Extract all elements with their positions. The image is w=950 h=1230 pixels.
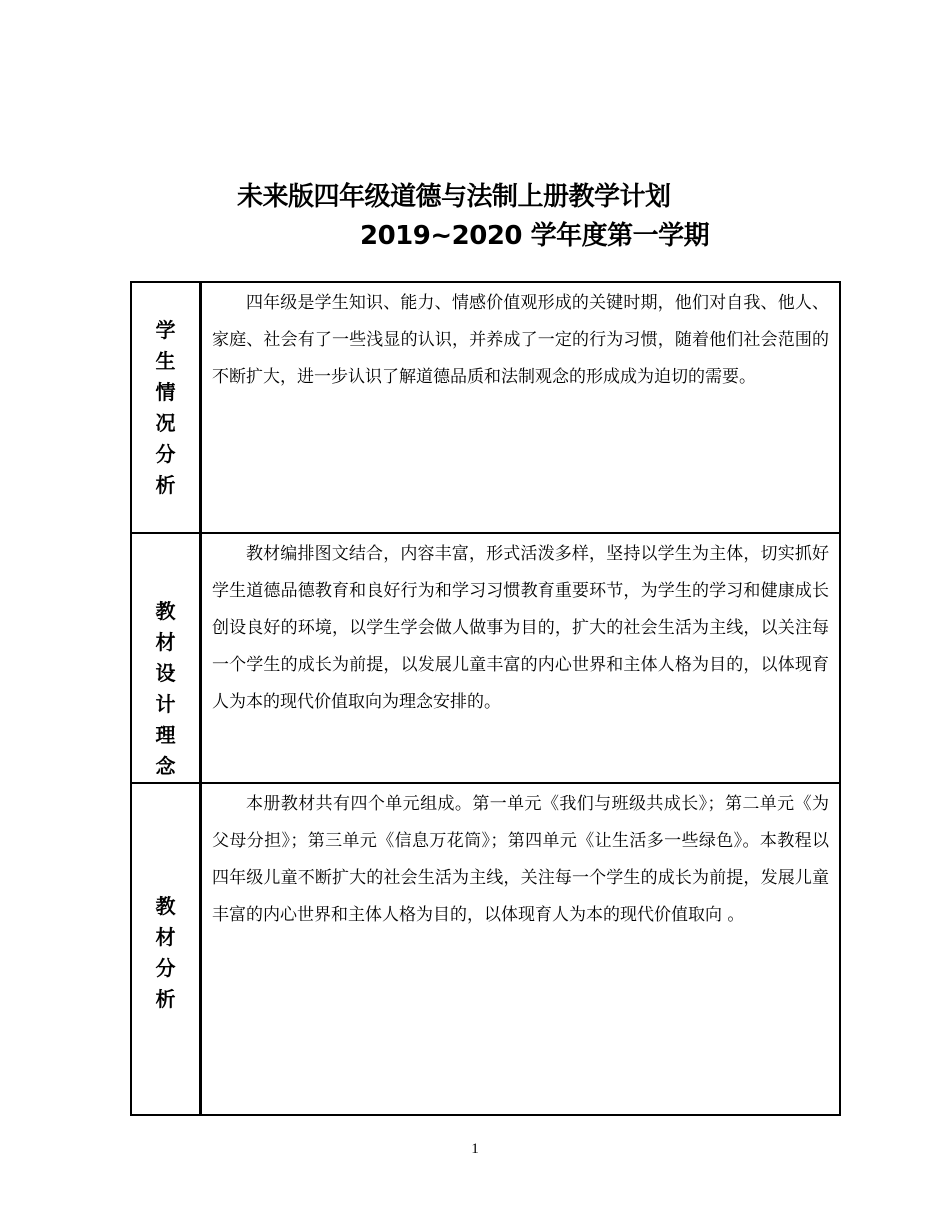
plan-table bbox=[130, 281, 841, 1116]
row-label-material-analysis bbox=[132, 784, 202, 1114]
label-char: 情 bbox=[155, 380, 176, 404]
label-char: 生 bbox=[155, 349, 176, 373]
table-row-student-analysis bbox=[132, 283, 839, 534]
label-char: 学 bbox=[155, 318, 176, 342]
document-title: 未来版四年级道德与法制上册教学计划 bbox=[237, 182, 671, 212]
paragraph-text: 本册教材共有四个单元组成。第一单元《我们与班级共成长》；第二单元《为父母分担》；第三单元《信息万花筒》；第四单元《让生活多一些绿色》。本教程以四年级儿童不断扩大的社会生活为主线，关注每一个学生的成长为前提，发展儿童丰富的内心世界和主体人格为目的，以体现育人为本的现代价值取向 。 bbox=[212, 794, 829, 925]
label-char: 材 bbox=[155, 630, 176, 654]
label-char: 设 bbox=[155, 661, 176, 685]
table-row-design-concept bbox=[132, 534, 839, 784]
page-number: 1 bbox=[471, 1141, 479, 1157]
label-char: 分 bbox=[155, 442, 176, 466]
row-content-material-analysis bbox=[202, 784, 839, 1114]
row-content-student-analysis bbox=[202, 283, 839, 532]
label-char: 析 bbox=[155, 473, 176, 497]
label-char: 材 bbox=[155, 925, 176, 949]
label-char: 分 bbox=[155, 956, 176, 980]
label-char: 念 bbox=[155, 754, 176, 778]
document-subtitle: 2019~2020 学年度第一学期 bbox=[360, 221, 710, 251]
paragraph-text: 四年级是学生知识、能力、情感价值观形成的关键时期，他们对自我、他人、家庭、社会有了一些浅显的认识，并养成了一定的行为习惯，随着他们社会范围的不断扩大，进一步认识了解道德品质和法制观念的形成成为迫切的需要。 bbox=[212, 293, 829, 387]
label-char: 教 bbox=[155, 894, 176, 918]
paragraph-text: 教材编排图文结合，内容丰富，形式活泼多样，坚持以学生为主体，切实抓好学生道德品德教育和良好行为和学习习惯教育重要环节，为学生的学习和健康成长创设良好的环境，以学生学会做人做事为目的，扩大的社会生活为主线，以关注每一个学生的成长为前提，以发展儿童丰富的内心世界和主体人格为目的，以体现育人为本的现代价值取向为理念安排的。 bbox=[212, 544, 829, 712]
label-char: 计 bbox=[155, 692, 176, 716]
label-char: 理 bbox=[155, 723, 176, 747]
table-row-material-analysis bbox=[132, 784, 839, 1114]
label-char: 教 bbox=[155, 599, 176, 623]
label-char: 析 bbox=[155, 987, 176, 1011]
label-char: 况 bbox=[155, 411, 176, 435]
row-content-design-concept bbox=[202, 534, 839, 782]
row-label-design-concept bbox=[132, 534, 202, 782]
row-label-student-analysis bbox=[132, 283, 202, 532]
